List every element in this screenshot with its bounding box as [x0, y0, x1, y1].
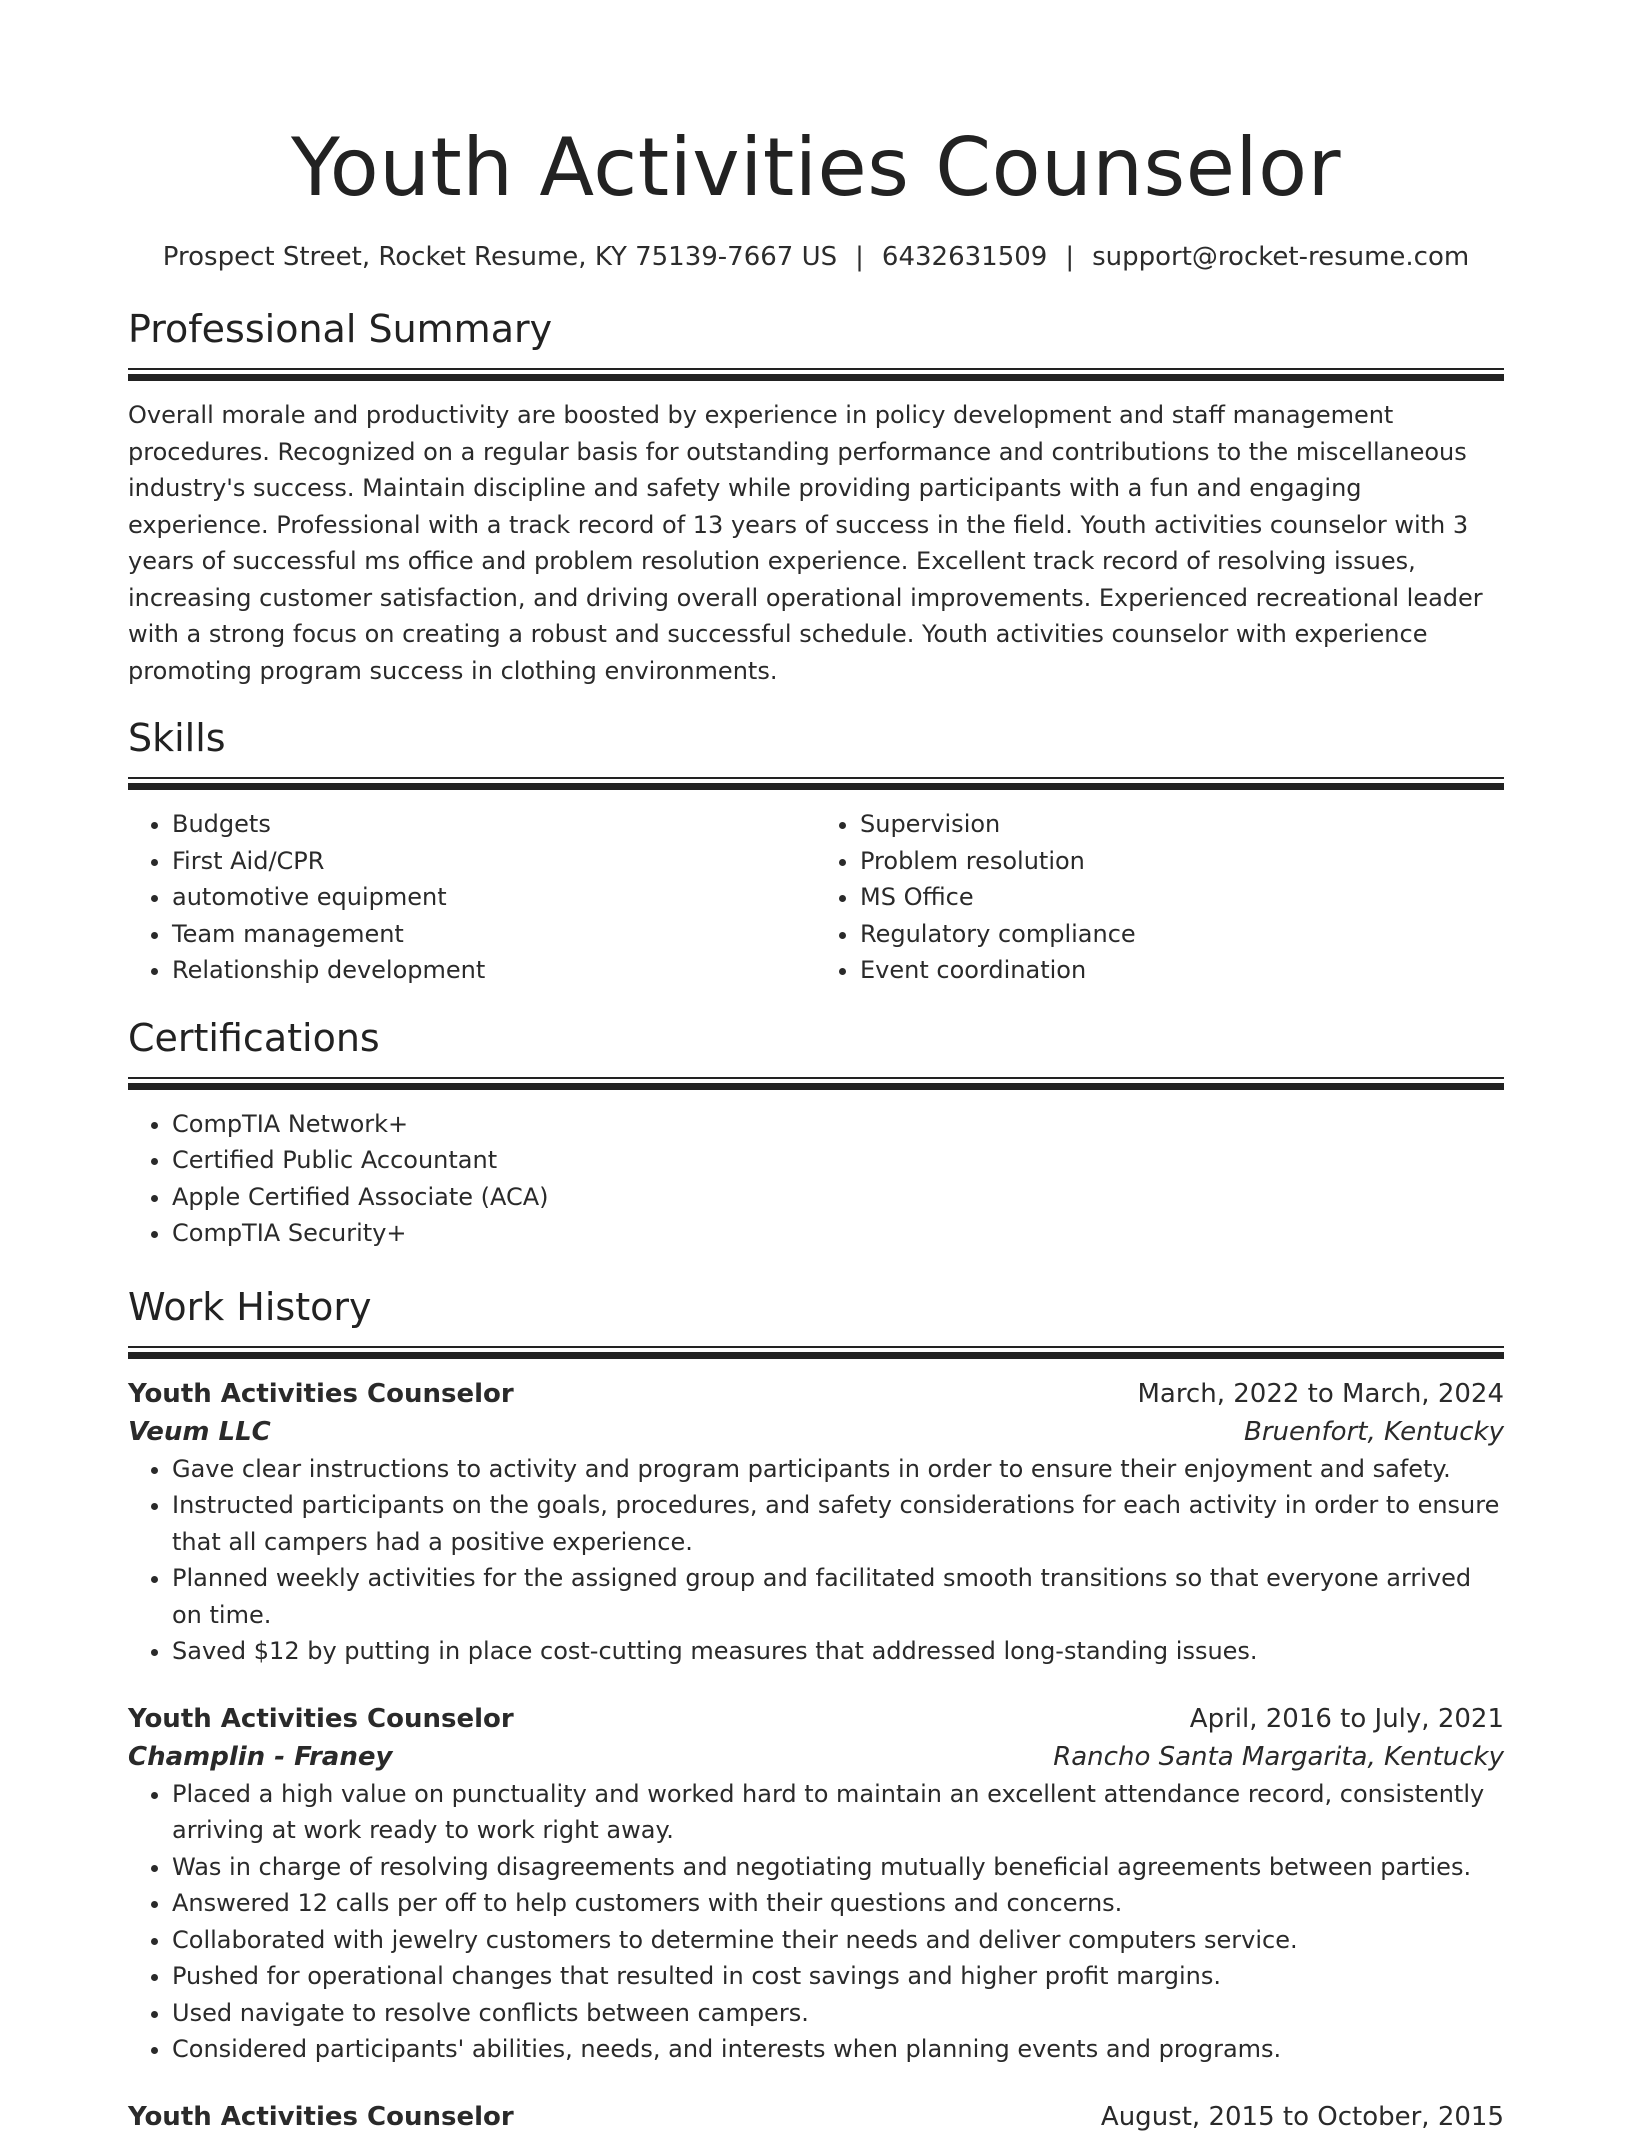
- job-bullet: • Used navigate to resolve conflicts between campers.: [172, 1995, 1504, 2032]
- skill-item: • Relationship development: [172, 952, 816, 989]
- skills-list-left: [128, 806, 816, 989]
- section-title-skills: Skills: [128, 716, 226, 760]
- job-bullets: [128, 1451, 1504, 1670]
- job-company: Champlin - Franey: [128, 1741, 393, 1772]
- section-divider: [128, 1077, 1504, 1092]
- job-bullet: • Collaborated with jewelry customers to determine their needs and deliver computers service.: [172, 1922, 1504, 1959]
- contact-separator: |: [855, 242, 864, 272]
- section-divider: [128, 368, 1504, 383]
- job-company-row: [128, 1413, 1504, 1451]
- section-divider: [128, 1346, 1504, 1361]
- skill-item: • First Aid/CPR: [172, 843, 816, 880]
- contact-email: support@rocket-resume.com: [1092, 242, 1470, 272]
- contact-line: [128, 240, 1504, 274]
- resume-name: Youth Activities Counselor: [291, 121, 1341, 214]
- work-history-section: [128, 1282, 1504, 2136]
- job-bullet: • Placed a high value on punctuality and worked hard to maintain an excellent attendance record, consistently arriving at work ready to work right away.: [172, 1776, 1504, 1849]
- job-entry: [128, 1375, 1504, 1670]
- job-header-row: [128, 1700, 1504, 1738]
- job-location: Rancho Santa Margarita, Kentucky: [1053, 1741, 1504, 1772]
- certification-item: • Apple Certified Associate (ACA): [172, 1179, 1504, 1216]
- job-bullet: • Pushed for operational changes that resulted in cost savings and higher profit margins.: [172, 1958, 1504, 1995]
- job-title: Youth Activities Counselor: [128, 1703, 514, 1734]
- skill-item: • Regulatory compliance: [860, 916, 1504, 953]
- job-bullet: • Answered 12 calls per off to help customers with their questions and concerns.: [172, 1885, 1504, 1922]
- job-company-row: [128, 1738, 1504, 1776]
- job-company: Veum LLC: [128, 1416, 271, 1447]
- job-location: Bruenfort, Kentucky: [1244, 1416, 1504, 1447]
- certifications-section: [128, 1013, 1504, 1252]
- certification-item: • CompTIA Security+: [172, 1215, 1504, 1252]
- job-title: Youth Activities Counselor: [128, 2101, 514, 2132]
- skill-item: • Budgets: [172, 806, 816, 843]
- job-bullets: [128, 1776, 1504, 2068]
- skill-item: • Team management: [172, 916, 816, 953]
- job-bullet: • Considered participants' abilities, needs, and interests when planning events and programs.: [172, 2031, 1504, 2068]
- skill-item: • Supervision: [860, 806, 1504, 843]
- job-bullet: • Was in charge of resolving disagreements and negotiating mutually beneficial agreements between parties.: [172, 1849, 1504, 1886]
- job-entry: [128, 1700, 1504, 2068]
- contact-phone: 6432631509: [881, 242, 1048, 272]
- section-divider: [128, 777, 1504, 792]
- section-title-work-history: Work History: [128, 1284, 372, 1329]
- skill-item: • Problem resolution: [860, 843, 1504, 880]
- contact-separator: |: [1065, 242, 1075, 272]
- summary-section: [128, 304, 1504, 689]
- skill-item: • Event coordination: [860, 952, 1504, 989]
- contact-address: Prospect Street, Rocket Resume, KY 75139-7667 US: [162, 242, 838, 272]
- job-dates: August, 2015 to October, 2015: [1100, 2101, 1504, 2132]
- job-bullet: • Saved $12 by putting in place cost-cutting measures that addressed long-standing issues.: [172, 1633, 1504, 1670]
- job-bullet: • Planned weekly activities for the assigned group and facilitated smooth transitions so that everyone arrived on time.: [172, 1560, 1504, 1633]
- certifications-list: [128, 1106, 1504, 1252]
- resume-page: [128, 0, 1504, 2136]
- skills-columns: [128, 806, 1504, 989]
- skills-list-right: [816, 806, 1504, 989]
- job-bullet: • Instructed participants on the goals, procedures, and safety considerations for each activity in order to ensure that all campers had a positive experience.: [172, 1487, 1504, 1560]
- job-header-row: [128, 2098, 1504, 2136]
- skill-item: • automotive equipment: [172, 879, 816, 916]
- certification-item: • CompTIA Network+: [172, 1106, 1504, 1143]
- skills-section: [128, 713, 1504, 989]
- job-title: Youth Activities Counselor: [128, 1378, 514, 1409]
- job-dates: April, 2016 to July, 2021: [1189, 1703, 1504, 1734]
- job-header-row: [128, 1375, 1504, 1413]
- section-title-certifications: Certifications: [128, 1015, 380, 1060]
- job-entry: [128, 2098, 1504, 2136]
- section-title-summary: Professional Summary: [128, 307, 553, 351]
- summary-text: Overall morale and productivity are boosted by experience in policy development and staff management procedures. Recognized on a regular basis for outstanding performance and contributions to the miscellaneous industry's success. Maintain discipline and safety while providing participants with a fun and engaging experience. Professional with a track record of 13 years of success in the field. Youth activities counselor with 3 years of successful ms office and problem resolution experience. Excellent track record of resolving issues, increasing customer satisfaction, and driving overall operational improvements. Experienced recreational leader with a strong focus on creating a robust and successful schedule. Youth activities counselor with experience promoting program success in clothing environments.: [128, 401, 1483, 685]
- job-bullet: • Gave clear instructions to activity and program participants in order to ensure their enjoyment and safety.: [172, 1451, 1504, 1488]
- skill-item: • MS Office: [860, 879, 1504, 916]
- certification-item: • Certified Public Accountant: [172, 1142, 1504, 1179]
- job-dates: March, 2022 to March, 2024: [1137, 1378, 1504, 1409]
